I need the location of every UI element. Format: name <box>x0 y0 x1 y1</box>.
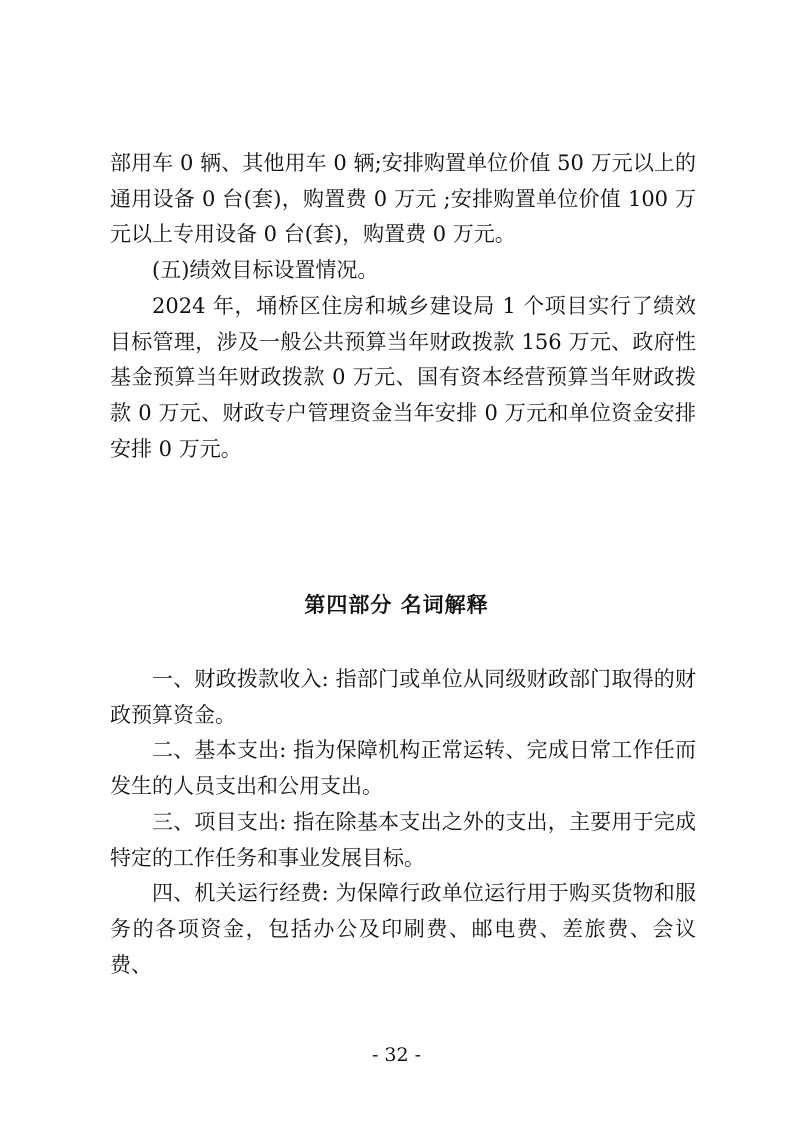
glossary-item-operating-expenses: 四、机关运行经费: 为保障行政单位运行用于购买货物和服务的各项资金，包括办公及印刷费、邮电费、差旅费、会议费、 <box>110 881 696 977</box>
glossary-section <box>110 662 696 983</box>
continued-section <box>110 146 696 467</box>
section-four-heading: 第四部分 名词解释 <box>304 593 489 617</box>
performance-subheading: (五)绩效目标设置情况。 <box>152 258 379 283</box>
page-number: - 32 - <box>371 1044 422 1066</box>
glossary-item-project-expenditure: 三、项目支出: 指在除基本支出之外的支出，主要用于完成特定的工作任务和事业发展目标。 <box>110 809 696 870</box>
vehicle-equipment-paragraph: 部用车 0 辆、其他用车 0 辆;安排购置单位价值 50 万元以上的通用设备 0 台(套)，购置费 0 万元 ;安排购置单位价值 100 万元以上专用设备 0 台(套)，购置费 0 万元。 <box>110 151 696 247</box>
glossary-item-basic-expenditure: 二、基本支出: 指为保障机构正常运转、完成日常工作任而发生的人员支出和公用支出。 <box>110 738 696 799</box>
glossary-item-fiscal-income: 一、财政拨款收入: 指部门或单位从同级财政部门取得的财政预算资金。 <box>110 667 696 727</box>
performance-paragraph: 2024 年，埇桥区住房和城乡建设局 1 个项目实行了绩效目标管理，涉及一般公共预算当年财政拨款 156 万元、政府性基金预算当年财政拨款 0 万元、国有资本经营预算当年财政拨款 0 万元、财政专户管理资金当年安排 0 万元和单位资金安排安排 0 万元。 <box>110 293 696 461</box>
